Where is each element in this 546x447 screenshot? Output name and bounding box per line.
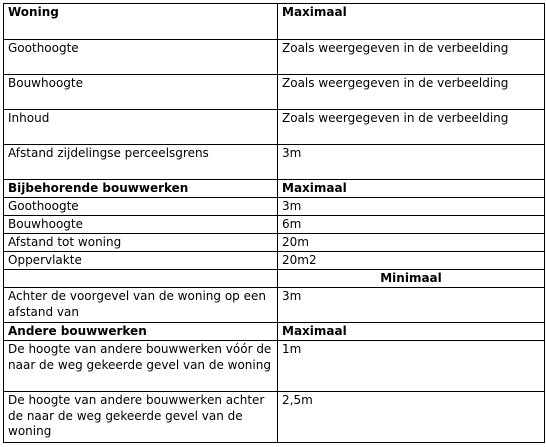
table-row — [4, 234, 545, 252]
table-row — [4, 40, 545, 75]
table-row — [4, 4, 545, 40]
table-row — [4, 75, 545, 110]
row-label: Afstand tot woning — [4, 234, 278, 252]
row-value: Zoals weergegeven in de verbeelding — [278, 40, 545, 75]
row-value: 3m — [278, 198, 545, 216]
row-value: 6m — [278, 216, 545, 234]
section-header-woning: Woning — [4, 4, 278, 40]
row-value: 20m — [278, 234, 545, 252]
column-header-maximaal: Maximaal — [278, 4, 545, 40]
table-row — [4, 341, 545, 392]
row-label: Goothoogte — [4, 40, 278, 75]
table-row — [4, 145, 545, 180]
row-value: Zoals weergegeven in de verbeelding — [278, 75, 545, 110]
column-header-maximaal: Maximaal — [278, 180, 545, 198]
building-regulations-table — [3, 3, 545, 443]
row-label: De hoogte van andere bouwwerken vóór de naar de weg gekeerde gevel van de woning — [4, 341, 278, 392]
table-row — [4, 110, 545, 145]
table-row — [4, 198, 545, 216]
table-row — [4, 270, 545, 288]
row-label: Oppervlakte — [4, 252, 278, 270]
row-value: 20m2 — [278, 252, 545, 270]
row-label: De hoogte van andere bouwwerken achter de naar de weg gekeerde gevel van de woning — [4, 392, 278, 443]
row-value: 2,5m — [278, 392, 545, 443]
row-value: 1m — [278, 341, 545, 392]
row-value: Zoals weergegeven in de verbeelding — [278, 110, 545, 145]
table-row — [4, 323, 545, 341]
column-header-minimaal: Minimaal — [278, 270, 545, 288]
section-header-andere-bouwwerken: Andere bouwwerken — [4, 323, 278, 341]
row-value: 3m — [278, 288, 545, 323]
row-label: Goothoogte — [4, 198, 278, 216]
column-header-maximaal: Maximaal — [278, 323, 545, 341]
table-row — [4, 216, 545, 234]
table-row — [4, 180, 545, 198]
row-label: Afstand zijdelingse perceelsgrens — [4, 145, 278, 180]
row-label: Bouwhoogte — [4, 75, 278, 110]
table-row — [4, 392, 545, 443]
row-label: Achter de voorgevel van de woning op een afstand van — [4, 288, 278, 323]
row-value: 3m — [278, 145, 545, 180]
section-header-bijbehorende-bouwwerken: Bijbehorende bouwwerken — [4, 180, 278, 198]
empty-cell — [4, 270, 278, 288]
row-label: Bouwhoogte — [4, 216, 278, 234]
table-row — [4, 288, 545, 323]
row-label: Inhoud — [4, 110, 278, 145]
table-row — [4, 252, 545, 270]
regulations-table-container — [3, 3, 544, 446]
